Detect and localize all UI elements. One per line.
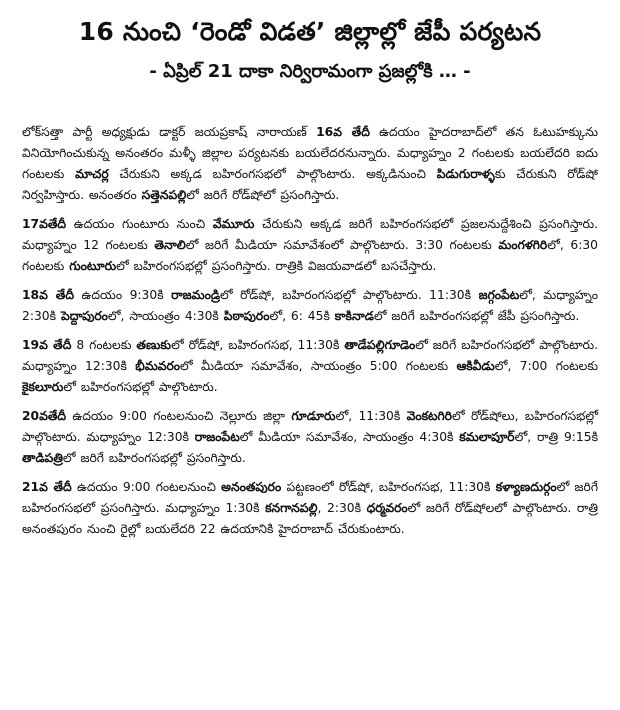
text-run: లో జరిగే బహిరంగసభలో పాల్గొంటారు. మధ్యాహ్నం 12:30కి bbox=[22, 338, 598, 373]
text-run: లో జరిగే రోడ్‌షోలలో పాల్గొంటారు. రాత్రి అనంతపురం నుంచి రైల్లో బయలేదరి 22 ఉదయానికి హైదరాబాద్ చేరుకుంటారు. bbox=[22, 501, 598, 536]
text-run: ఉదయం 9:00 గంటలనుంచి bbox=[71, 480, 222, 494]
highlighted-term: తాడేపల్లిగూడెం bbox=[344, 338, 416, 352]
text-run: లో, మధ్యాహ్నం 2:30కి bbox=[22, 288, 598, 323]
text-run: లో జరిగే బహిరంగసభలో ప్రసంగిస్తారు. మధ్యాహ్నం 1:30కి bbox=[22, 480, 599, 515]
text-run: ఉదయం హైదరాబాద్‌లో తన ఓటుహక్కును వినియోగించుకున్న అనంతరం మళ్ళీ జిల్లాల పర్యటనకు బయలేదరనున్నారు. మధ్యాహ్నం 2 గంటలకు బయలేదరి ఐదు గంటలకు bbox=[22, 125, 598, 181]
text-run: ఉదయం 9:30కి bbox=[74, 288, 172, 302]
text-run: లో, 11:30కి bbox=[335, 409, 407, 423]
highlighted-term: భీమవరం bbox=[135, 359, 181, 373]
text-run: లో, రాత్రి 9:15కి bbox=[514, 430, 599, 444]
highlighted-term: ఆకివీడు bbox=[456, 359, 495, 373]
highlighted-term: 19వ తేదీ bbox=[22, 338, 72, 352]
text-run: , 2:30కి bbox=[317, 501, 367, 515]
highlighted-term: వెంకటగిరి bbox=[406, 409, 452, 423]
text-run: లో రోడ్‌షో, బహిరంగసభల్లో పాల్గొంటారు. 11:30కి bbox=[220, 288, 479, 302]
text-run: కు చేరుకుని రోడ్‌షో నిర్వహిస్తారు. అనంతరం bbox=[22, 167, 598, 202]
text-run: లో బహిరంగసభల్లో ప్రసంగిస్తారు. రాత్రికి విజయవాడలో బసచేస్తారు. bbox=[116, 259, 437, 273]
text-run: లో జరిగే బహిరంగసభల్లో జేపీ ప్రసంగిస్తారు. bbox=[373, 309, 580, 323]
highlighted-term: రాజంపేట bbox=[194, 430, 240, 444]
highlighted-term: పెద్దాపురం bbox=[60, 309, 108, 323]
paragraph-17th bbox=[22, 214, 598, 277]
highlighted-term: సత్తెనపల్లి bbox=[141, 188, 187, 202]
text-run: చేరుకుని అక్కడ బహిరంగసభలో పాల్గొంటారు. అక్కడినుంచి bbox=[108, 167, 437, 181]
text-run: ఉదయం 9:00 గంటలనుంచి నెల్లూరు జిల్లా bbox=[66, 409, 292, 423]
text-run: లో జరిగే రోడ్‌షోలో ప్రసంగిస్తారు. bbox=[186, 188, 340, 202]
text-run: లో జరిగే మీడియా సమావేశంలో పాల్గొంటారు. 3:30 గంటలకు bbox=[185, 238, 499, 252]
article-body bbox=[22, 122, 598, 540]
highlighted-term: 18వ తేదీ bbox=[22, 288, 74, 302]
text-run: లో, 6: 45కి bbox=[269, 309, 335, 323]
highlighted-term: తాడిపత్రి bbox=[22, 451, 63, 465]
text-run: చేరుకుని అక్కడ జరిగే బహిరంగసభలో ప్రజలనుద్దేశించి ప్రసంగిస్తారు. మధ్యాహ్నం 12 గంటలకు bbox=[22, 217, 598, 252]
highlighted-term: కళ్యాణదుర్గం bbox=[495, 480, 557, 494]
text-run: 8 గంటలకు bbox=[71, 338, 137, 352]
highlighted-term: 17వతేదీ bbox=[22, 217, 67, 231]
highlighted-term: పిఠాపురం bbox=[223, 309, 270, 323]
highlighted-term: వేమూరు bbox=[212, 217, 255, 231]
article-subtitle: - ఏప్రిల్ 21 దాకా నిర్విరామంగా ప్రజల్లోకి … - bbox=[149, 61, 471, 82]
highlighted-term: కనగానపల్లి bbox=[265, 501, 318, 515]
text-run: లో రోడ్‌షో, బహిరంగసభ, 11:30కి bbox=[171, 338, 345, 352]
highlighted-term: ధర్మవరం bbox=[366, 501, 408, 515]
highlighted-term: 20వతేదీ bbox=[22, 409, 67, 423]
text-run: లో జరిగే బహిరంగసభల్లో ప్రసంగిస్తారు. bbox=[62, 451, 246, 465]
highlighted-term: రాజమండ్రి bbox=[171, 288, 220, 302]
text-run: లో బహిరంగసభల్లో పాల్గొంటారు. bbox=[63, 380, 218, 394]
paragraph-20th bbox=[22, 406, 598, 469]
text-run: లో, 7:00 గంటలకు bbox=[494, 359, 598, 373]
highlighted-term: తణుకు bbox=[136, 338, 172, 352]
highlighted-term: గూడూరు bbox=[291, 409, 336, 423]
highlighted-term: గుంటూరు bbox=[69, 259, 117, 273]
highlighted-term: పిడుగురాళ్ళ bbox=[436, 167, 495, 181]
paragraph-19th bbox=[22, 335, 598, 398]
text-run: లో, సాయంత్రం 4:30కి bbox=[107, 309, 224, 323]
highlighted-term: కైకలూరు bbox=[22, 380, 64, 394]
text-run: లో మీడియా సమావేశం, సాయంత్రం 4:30కి bbox=[239, 430, 460, 444]
highlighted-term: జగ్గంపేట bbox=[478, 288, 520, 302]
highlighted-term: అనంతపురం bbox=[221, 480, 282, 494]
highlighted-term: కాకినాడ bbox=[334, 309, 374, 323]
paragraph-16th bbox=[22, 122, 598, 206]
highlighted-term: 16వ తేదీ bbox=[316, 125, 370, 139]
highlighted-term: మంగళగిరి bbox=[498, 238, 548, 252]
text-run: లో రోడ్‌షోలు, బహిరంగసభల్లో పాల్గొంటారు. మధ్యాహ్నం 12:30కి bbox=[22, 409, 598, 444]
highlighted-term: 21వ తేదీ bbox=[22, 480, 72, 494]
highlighted-term: తెనాలి bbox=[154, 238, 186, 252]
text-run: లో, 6:30 గంటలకు bbox=[22, 238, 598, 273]
text-run: లో మీడియా సమావేశం, సాయంత్రం 5:00 గంటలకు bbox=[180, 359, 457, 373]
paragraph-18th bbox=[22, 285, 598, 327]
article-title: 16 నుంచి ‘రెండో విడత’ జిల్లాల్లో జేపీ పర్యటన bbox=[78, 17, 542, 46]
text-run: పట్టణంలో రోడ్‌షో, బహిరంగసభ, 11:30కి bbox=[281, 480, 496, 494]
text-run: లోక్‌సత్తా పార్టీ అధ్యక్షుడు డాక్టర్ జయప్రకాష్ నారాయణ్ bbox=[22, 125, 317, 139]
highlighted-term: మాచర్ల bbox=[75, 167, 109, 181]
paragraph-21st bbox=[22, 477, 598, 540]
text-run: ఉదయం గుంటూరు నుంచి bbox=[66, 217, 213, 231]
highlighted-term: కమలాపూర్ bbox=[459, 430, 515, 444]
